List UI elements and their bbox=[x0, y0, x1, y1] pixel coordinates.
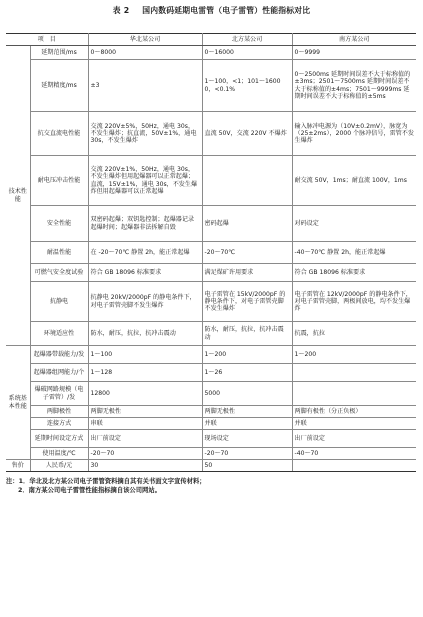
cell: 耐交流 50V，1ms；耐直流 100V，1ms bbox=[292, 156, 416, 206]
table-title bbox=[6, 3, 417, 33]
note-1: 注：1．华北及北方某公司电子雷管资料摘自其有关书面文字宣传材料； bbox=[6, 478, 206, 485]
cell: 抗静电 20kV/2000pF 的静电条件下，对电子雷管壳脚不发生爆炸 bbox=[88, 282, 202, 322]
row-label: 起爆器带载能力/发 bbox=[30, 346, 88, 364]
group-tech-label: 技术性能 bbox=[6, 46, 30, 346]
cell: 50 bbox=[202, 460, 292, 472]
row-label: 抗静电 bbox=[30, 282, 88, 322]
row-label: 耐电压冲击性能 bbox=[30, 156, 88, 206]
row-label: 连接方式 bbox=[30, 418, 88, 430]
cell: -40～70℃ 静置 2h，能正常起爆 bbox=[292, 242, 416, 264]
cell: -20～70℃ bbox=[202, 242, 292, 264]
cell: 电子雷管在 12kV/2000pF 的静电条件下，对电子雷管壳脚，两极间放电，均不发生爆炸 bbox=[292, 282, 416, 322]
cell bbox=[292, 364, 416, 382]
table-notes bbox=[6, 477, 417, 495]
row-label: 耐温性能 bbox=[30, 242, 88, 264]
cell: -20～70 bbox=[202, 448, 292, 460]
cell: -20～70 bbox=[88, 448, 202, 460]
cell: 双密码起爆；双钥匙控制；起爆器记录起爆时间；起爆器非法拆解自毁 bbox=[88, 206, 202, 242]
table-row bbox=[6, 448, 416, 460]
row-label: 起爆器组网能力/个 bbox=[30, 364, 88, 382]
group-system-label: 系统基本性能 bbox=[6, 346, 30, 460]
cell: 0～16000 bbox=[202, 46, 292, 60]
cell: 密码起爆 bbox=[202, 206, 292, 242]
cell: 1～100，<1；101～16000，<0.1% bbox=[202, 60, 292, 112]
row-label: 安全性能 bbox=[30, 206, 88, 242]
cell: 两脚有极性（分正负极） bbox=[292, 406, 416, 418]
cell: 1～26 bbox=[202, 364, 292, 382]
cell: 符合 GB 18096 标准要求 bbox=[292, 264, 416, 282]
row-label: 人民币/元 bbox=[30, 460, 88, 472]
cell: 30 bbox=[88, 460, 202, 472]
row-label: 延期精度/ms bbox=[30, 60, 88, 112]
cell: 两脚无极性 bbox=[88, 406, 202, 418]
row-label: 使用温度/℃ bbox=[30, 448, 88, 460]
cell: 防水，耐压，抗拉，抗冲击震动 bbox=[88, 322, 202, 346]
cell: 满足煤矿许用要求 bbox=[202, 264, 292, 282]
cell: 0～2500ms 延期时间误差不大于标称值的±3ms；2501～7500ms 延期时间误差不大于标称值的±4ms；7501～9999ms 延期时间误差不大于标称值的±5ms bbox=[292, 60, 416, 112]
cell: 1～100 bbox=[88, 346, 202, 364]
cell: ±3 bbox=[88, 60, 202, 112]
cell: 0～9999 bbox=[292, 46, 416, 60]
table-row bbox=[6, 156, 416, 206]
cell bbox=[202, 156, 292, 206]
cell: 串联 bbox=[88, 418, 202, 430]
comparison-table bbox=[6, 33, 416, 472]
cell: 输入脉冲电源为（10V±0.2mV），脉宽为（25±2ms），2000 个脉冲信号，雷管不发生爆炸 bbox=[292, 112, 416, 156]
cell: 0～8000 bbox=[88, 46, 202, 60]
cell bbox=[292, 460, 416, 472]
table-title-text: 国内数码延期电雷管（电子雷管）性能指标对比 bbox=[142, 6, 311, 15]
row-label: 两脚极性 bbox=[30, 406, 88, 418]
table-row bbox=[6, 430, 416, 448]
cell: 防水，耐压，抗拉，抗冲击震动 bbox=[202, 322, 292, 346]
cell: 出厂前设定 bbox=[292, 430, 416, 448]
header-company-1: 华北某公司 bbox=[88, 34, 202, 46]
table-row bbox=[6, 460, 416, 472]
header-item: 项 目 bbox=[6, 34, 88, 46]
cell: 1～128 bbox=[88, 364, 202, 382]
cell: 并联 bbox=[202, 418, 292, 430]
cell: 交流 220V±1%，50Hz，通电 30s，不发生爆炸但用起爆器可以正常起爆；直流，15V±1%，通电 30s，不发生爆炸但用起爆器可以正常起爆 bbox=[88, 156, 202, 206]
table-row bbox=[6, 406, 416, 418]
table-row bbox=[6, 364, 416, 382]
table-row bbox=[6, 264, 416, 282]
cell: 对码设定 bbox=[292, 206, 416, 242]
row-label: 抗交直流电性能 bbox=[30, 112, 88, 156]
table-row bbox=[6, 418, 416, 430]
cell: 交流 220V±5%，50Hz，通电 30s，不发生爆炸；抗直流，50V±1%，通电 30s，不发生爆炸 bbox=[88, 112, 202, 156]
table-row bbox=[6, 346, 416, 364]
header-row bbox=[6, 34, 416, 46]
table-row bbox=[6, 282, 416, 322]
table-row bbox=[6, 322, 416, 346]
cell: 电子雷管在 15kV/2000pF 的静电条件下，对电子雷管壳脚不发生爆炸 bbox=[202, 282, 292, 322]
cell: 1～200 bbox=[202, 346, 292, 364]
group-price-label: 售价 bbox=[6, 460, 30, 472]
header-company-2: 北方某公司 bbox=[202, 34, 292, 46]
note-2: 2．南方某公司电子雷管性能指标摘自该公司网站。 bbox=[18, 487, 161, 494]
table-row bbox=[6, 112, 416, 156]
row-label: 爆破网路规模（电子雷管）/发 bbox=[30, 382, 88, 406]
cell: 出厂前设定 bbox=[88, 430, 202, 448]
cell bbox=[292, 382, 416, 406]
cell: 两脚无极性 bbox=[202, 406, 292, 418]
row-label: 延期范围/ms bbox=[30, 46, 88, 60]
cell: 在 -20～70℃ 静置 2h，能正常起爆 bbox=[88, 242, 202, 264]
cell: 符合 GB 18096 标准要求 bbox=[88, 264, 202, 282]
cell: 并联 bbox=[292, 418, 416, 430]
cell: -40～70 bbox=[292, 448, 416, 460]
row-label: 可燃气安全度试验 bbox=[30, 264, 88, 282]
table-row bbox=[6, 46, 416, 60]
row-label: 环境适应性 bbox=[30, 322, 88, 346]
table-row bbox=[6, 382, 416, 406]
cell: 12800 bbox=[88, 382, 202, 406]
table-row bbox=[6, 206, 416, 242]
row-label: 延期时间设定方式 bbox=[30, 430, 88, 448]
header-company-3: 南方某公司 bbox=[292, 34, 416, 46]
table-number: 表 2 bbox=[112, 6, 130, 15]
cell: 1～200 bbox=[292, 346, 416, 364]
cell: 5000 bbox=[202, 382, 292, 406]
table-row bbox=[6, 242, 416, 264]
cell: 直流 50V，交流 220V 不爆炸 bbox=[202, 112, 292, 156]
cell: 抗震，抗拉 bbox=[292, 322, 416, 346]
table-row bbox=[6, 60, 416, 112]
cell: 现场设定 bbox=[202, 430, 292, 448]
